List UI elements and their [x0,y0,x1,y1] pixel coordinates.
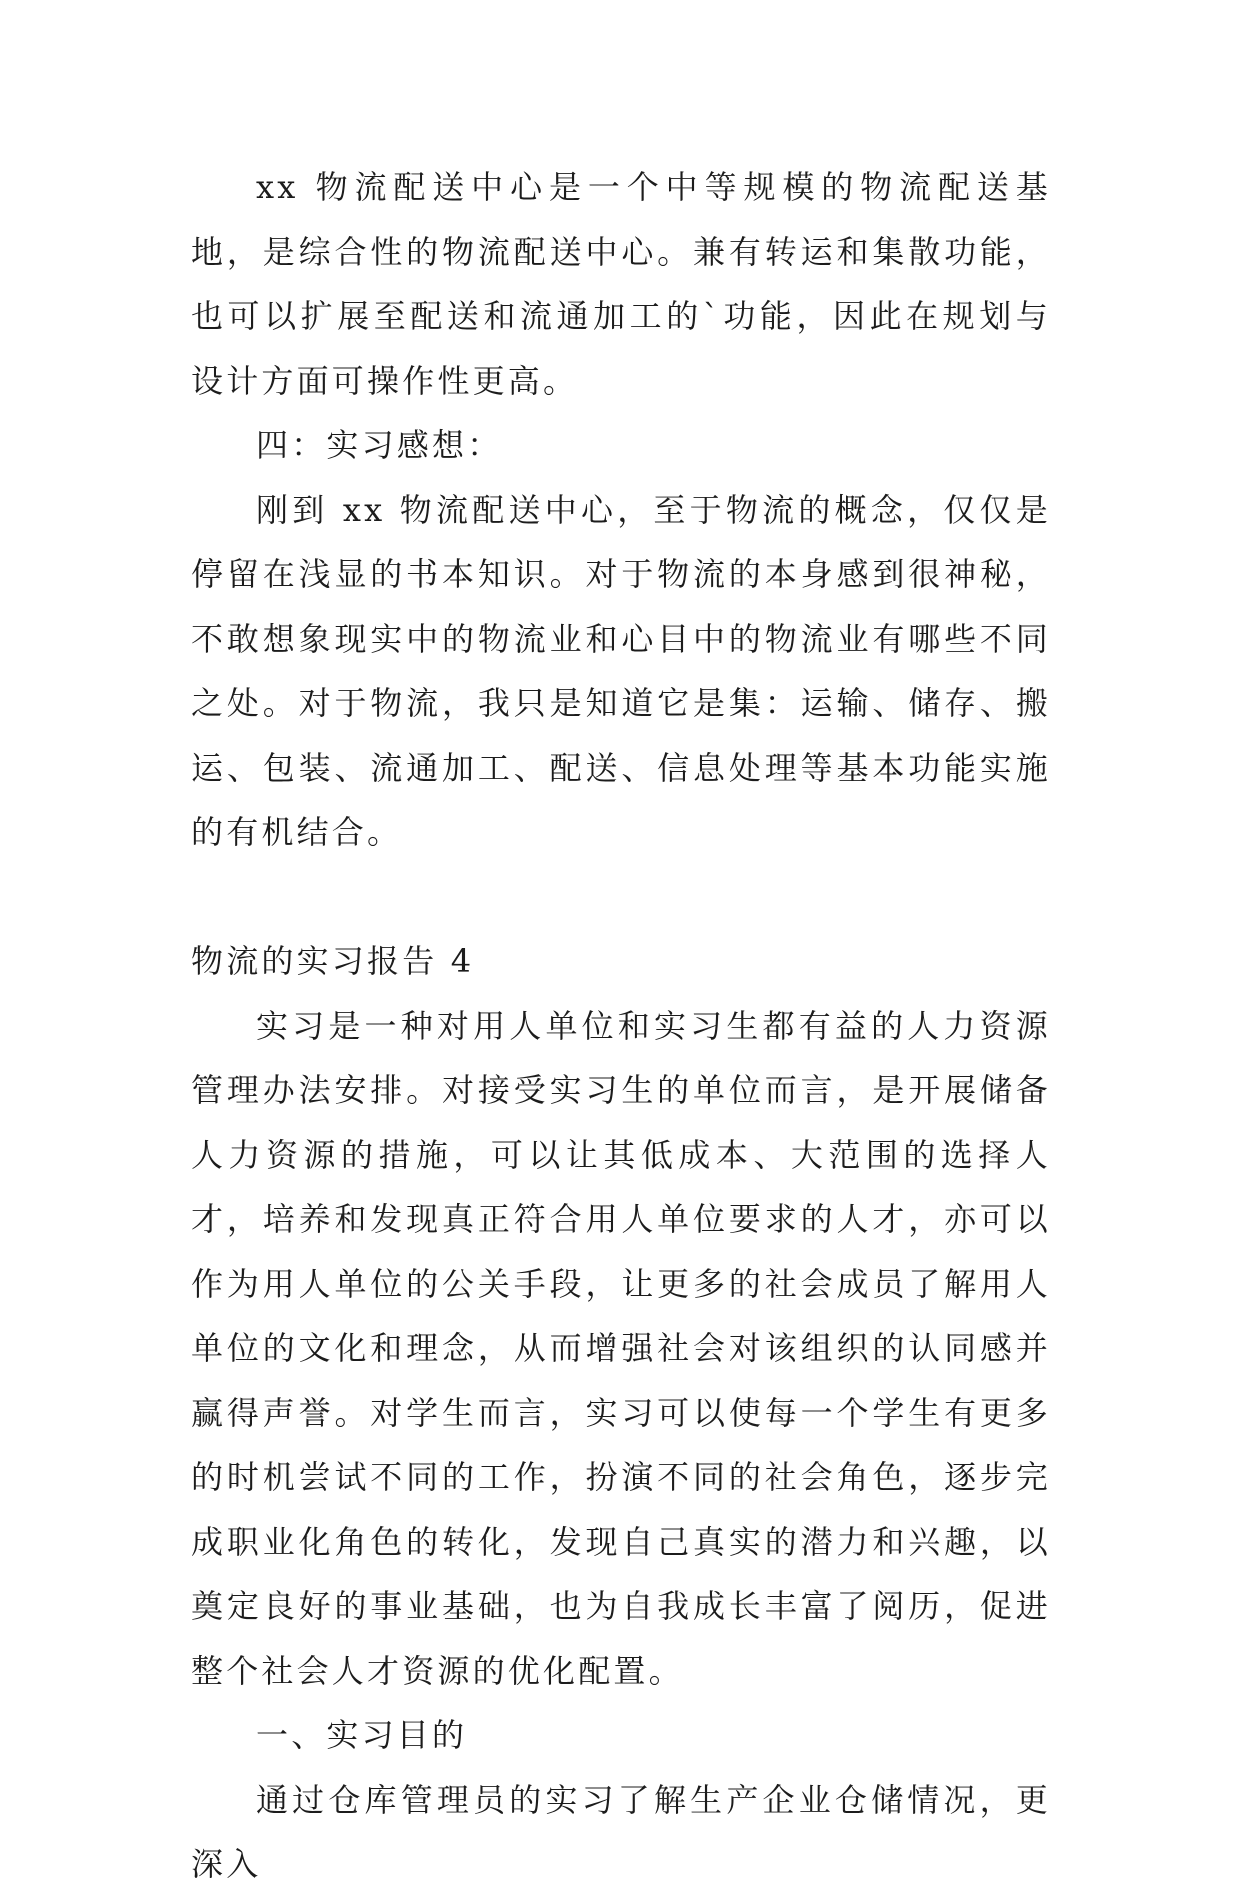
section-heading-impressions: 四：实习感想： [256,426,503,464]
section-heading-purpose: 一、实习目的 [256,1716,468,1754]
report-title: 物流的实习报告 4 [191,942,475,980]
paragraph-first-arrival: 刚到 xx 物流配送中心，至于物流的概念，仅仅是停留在浅显的书本知识。对于物流的本身感到很神秘，不敢想象现实中的物流业和心目中的物流业有哪些不同之处。对于物流，我只是知道它是集：运输、储存、搬运、包装、流通加工、配送、信息处理等基本功能实施的有机结合。 [191,490,1051,851]
document-body [191,155,1051,1897]
paragraph-warehouse-purpose: 通过仓库管理员的实习了解生产企业仓储情况，更深入 [191,1780,1051,1883]
paragraph-distribution-center: xx 物流配送中心是一个中等规模的物流配送基地，是综合性的物流配送中心。兼有转运和集散功能，也可以扩展至配送和流通加工的`功能，因此在规划与设计方面可操作性更高。 [191,168,1051,400]
paragraph-spacer [191,865,1051,930]
paragraph-internship-intro: 实习是一种对用人单位和实习生都有益的人力资源管理办法安排。对接受实习生的单位而言，是开展储备人力资源的措施，可以让其低成本、大范围的选择人才，培养和发现真正符合用人单位要求的人才，亦可以作为用人单位的公关手段，让更多的社会成员了解用人单位的文化和理念，从而增强社会对该组织的认同感并赢得声誉。对学生而言，实习可以使每一个学生有更多的时机尝试不同的工作，扮演不同的社会角色，逐步完成职业化角色的转化，发现自己真实的潜力和兴趣，以奠定良好的事业基础，也为自我成长丰富了阅历，促进整个社会人才资源的优化配置。 [191,1006,1051,1690]
